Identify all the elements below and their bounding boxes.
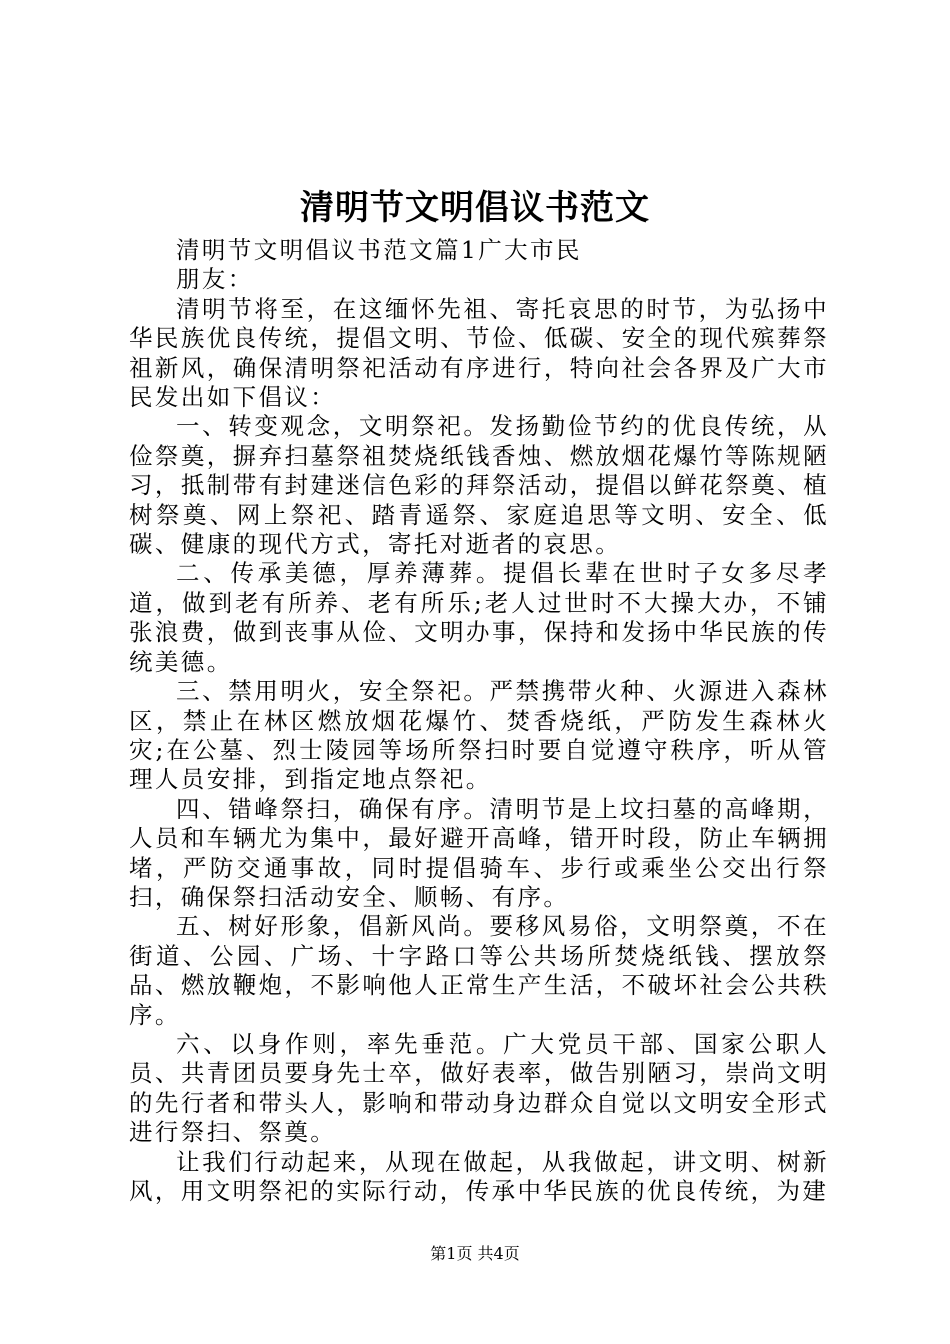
paragraph-point-3: 三、禁用明火，安全祭祀。严禁携带火种、火源进入森林区，禁止在林区燃放烟花爆竹、焚香烧纸，严防发生森林火灾;在公墓、烈士陵园等场所祭扫时要自觉遵守秩序，听从管理人员安排，到指定地点祭祀。 — [129, 677, 829, 794]
paragraph-point-5: 五、树好形象，倡新风尚。要移风易俗，文明祭奠，不在街道、公园、广场、十字路口等公共场所焚烧纸钱、摆放祭品、燃放鞭炮，不影响他人正常生产生活，不破坏社会公共秩序。 — [129, 912, 829, 1029]
paragraph-point-1: 一、转变观念，文明祭祀。发扬勤俭节约的优良传统，从俭祭奠，摒弃扫墓祭祖焚烧纸钱香烛、燃放烟花爆竹等陈规陋习，抵制带有封建迷信色彩的拜祭活动，提倡以鲜花祭奠、植树祭奠、网上祭祀、踏青遥祭、家庭追思等文明、安全、低碳、健康的现代方式，寄托对逝者的哀思。 — [129, 412, 829, 559]
paragraph-point-2: 二、传承美德，厚养薄葬。提倡长辈在世时子女多尽孝道，做到老有所养、老有所乐;老人过世时不大操大办，不铺张浪费，做到丧事从俭、文明办事，保持和发扬中华民族的传统美德。 — [129, 559, 829, 676]
paragraph-closing: 让我们行动起来，从现在做起，从我做起，讲文明、树新风，用文明祭祀的实际行动，传承中华民族的优良传统，为建 — [129, 1147, 829, 1205]
paragraph-point-6: 六、以身作则，率先垂范。广大党员干部、国家公职人员、共青团员要身先士卒，做好表率，做告别陋习，崇尚文明的先行者和带头人，影响和带动身边群众自觉以文明安全形式进行祭扫、祭奠。 — [129, 1029, 829, 1147]
paragraph-intro: 清明节将至，在这缅怀先祖、寄托哀思的时节，为弘扬中华民族优良传统，提倡文明、节俭、低碳、安全的现代殡葬祭祖新风，确保清明祭祀活动有序进行，特向社会各界及广大市民发出如下倡议： — [129, 294, 829, 412]
paragraph-point-4: 四、错峰祭扫，确保有序。清明节是上坟扫墓的高峰期，人员和车辆尤为集中，最好避开高峰，错开时段，防止车辆拥堵，严防交通事故，同时提倡骑车、步行或乘坐公交出行祭扫，确保祭扫活动安全、顺畅、有序。 — [129, 794, 829, 911]
document-body — [129, 236, 829, 1206]
page-footer: 第1页 共4页 — [430, 1244, 520, 1263]
document-title: 清明节文明倡议书范文 — [300, 188, 650, 228]
paragraph-salutation: 朋友： — [176, 265, 254, 294]
paragraph-heading: 清明节文明倡议书范文篇1广大市民 — [176, 236, 582, 264]
